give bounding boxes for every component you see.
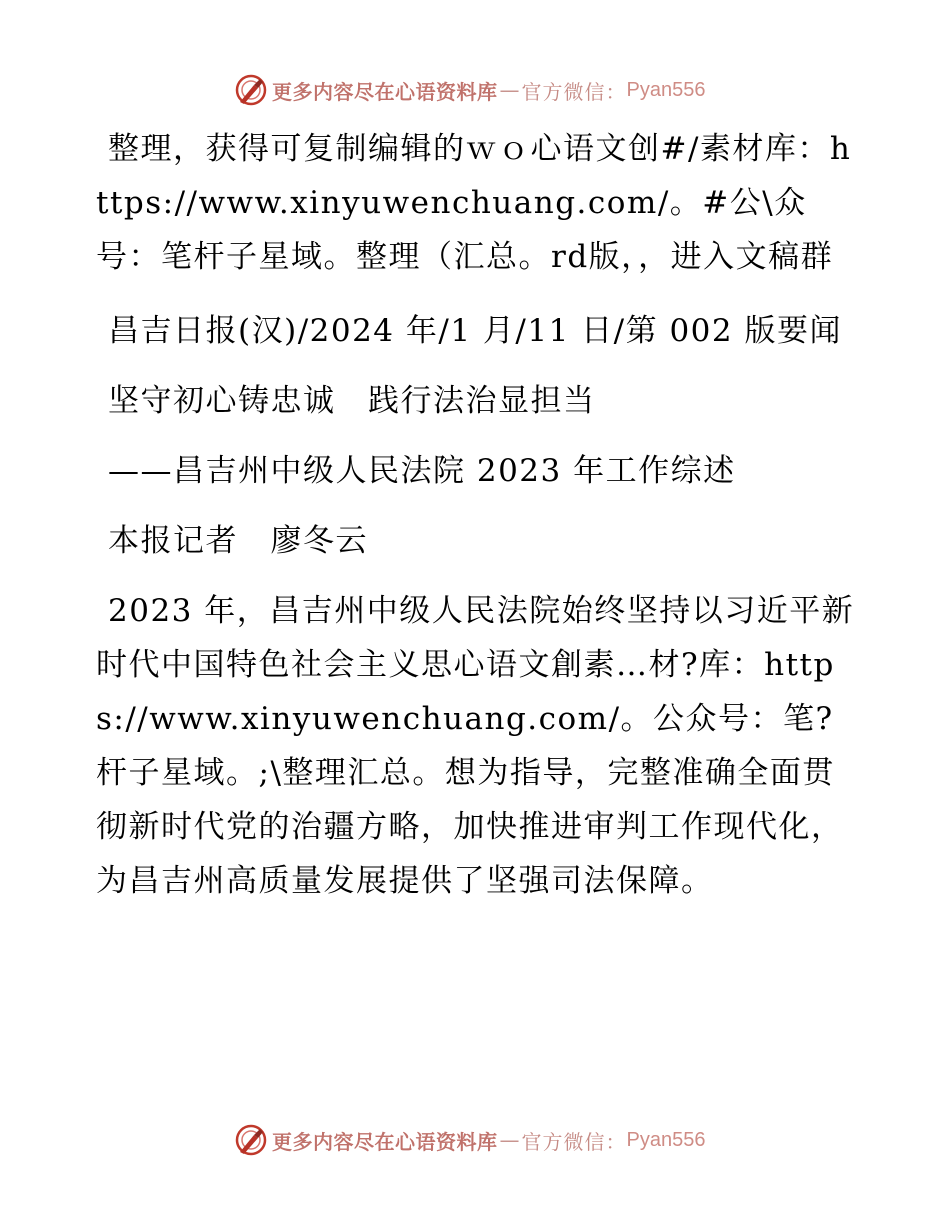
banner-wechat-id: Pyan556	[626, 1128, 706, 1151]
body-paragraph: 2023 年，昌吉州中级人民法院始终坚持以习近平新时代中国特色社会主义思心语文創素…材?库：https://www.xinyuwenchuang.com/。公众号：笔?杆子星域。;\整理汇总。想为指导，完整准确全面贯彻新时代党的治疆方略，加快推进审判工作现代化，为昌吉州高质量发展提供了坚强司法保障。	[96, 593, 855, 899]
pen-logo-icon	[234, 73, 268, 107]
footer-banner	[234, 1122, 705, 1158]
banner-wechat-id: Pyan556	[626, 78, 706, 101]
article-title: 坚守初心铸忠诚 践行法治显担当	[108, 383, 596, 419]
banner-dash: —	[499, 1128, 520, 1152]
banner-wechat-label: 官方微信：	[521, 79, 627, 104]
banner-main-text: 更多内容尽在心语资料库	[272, 1129, 498, 1154]
header-banner	[234, 72, 705, 108]
article-subtitle: ——昌吉州中级人民法院 2023 年工作综述	[108, 453, 736, 489]
banner-dash: —	[499, 78, 520, 102]
document-body	[96, 122, 856, 924]
banner-wechat-label: 官方微信：	[521, 1129, 627, 1154]
author-line: 本报记者 廖冬云	[108, 523, 368, 559]
pen-logo-icon	[234, 1123, 268, 1157]
source-line: 昌吉日报(汉)/2024 年/1 月/11 日/第 002 版要闻	[108, 313, 842, 349]
intro-paragraph: 整理，获得可复制编辑的ｗｏ心语文创#/素材库：https://www.xinyuwenchuang.com/。#公\众号：笔杆子星域。整理（汇总。rd版，，进入文稿群	[96, 131, 852, 275]
banner-main-text: 更多内容尽在心语资料库	[272, 79, 498, 104]
